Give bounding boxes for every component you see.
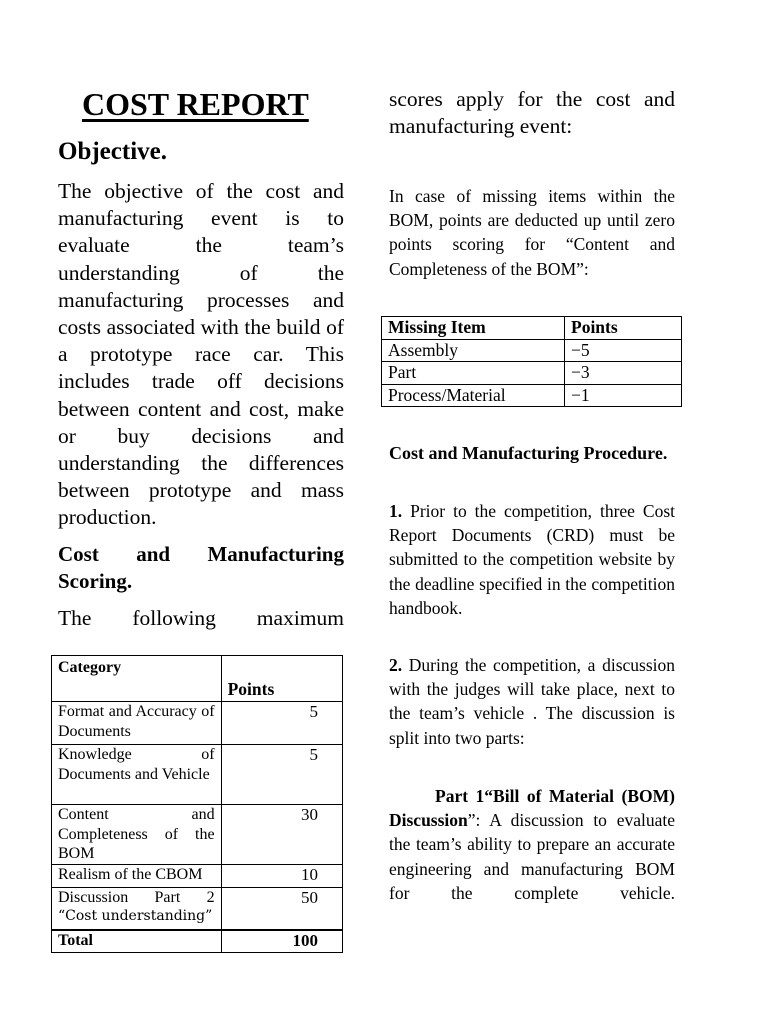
table-cell-item: Process/Material — [382, 384, 565, 407]
missing-items-table — [381, 316, 682, 407]
table-row — [52, 745, 343, 805]
table-cell-category-main: Discussion Part 2 — [58, 888, 215, 906]
missing-items-paragraph: In case of missing items within the BOM, points are deducted up until zero points scoring for “Content and Completeness of the BOM”: — [389, 186, 675, 279]
following-word: following — [132, 606, 216, 630]
table-cell-category: Realism of the CBOM — [52, 864, 222, 887]
table-cell-points: −3 — [565, 362, 682, 385]
table-header-row — [52, 656, 343, 702]
table-cell-points: −5 — [565, 339, 682, 362]
following-word: maximum — [256, 606, 344, 630]
table-cell-points: −1 — [565, 384, 682, 407]
score-table — [51, 655, 343, 953]
table-cell-item: Part — [382, 362, 565, 385]
table-header-points: Points — [565, 317, 682, 340]
table-cell-category: Knowledge of Documents and Vehicle — [52, 745, 222, 805]
table-cell-points: 50 — [221, 887, 342, 930]
paragraph-text: During the competition, a discussion with the judges will take place, next to the team’s vehicle . The discussion is split into two parts: — [389, 655, 675, 748]
table-total-points: 100 — [221, 930, 342, 952]
procedure-paragraph-2 — [389, 653, 675, 750]
table-row — [382, 384, 682, 407]
table-total-label: Total — [52, 930, 222, 952]
table-cell-category: Content and Completeness of the BOM — [52, 805, 222, 865]
table-header-row — [382, 317, 682, 340]
part1-heading: Part 1“Bill of Material (BOM) Discussion — [389, 786, 675, 831]
table-cell-category-sub: “Cost understanding” — [58, 908, 213, 924]
following-line — [58, 605, 344, 632]
table-cell-item: Assembly — [382, 339, 565, 362]
objective-paragraph: The objective of the cost and manufacturing event is to evaluate the team’s understanding of the manufacturing processes and costs associated with the build of a prototype race car. This includes trade off decisions between content and cost, make or buy decisions and understanding the differences between prototype and mass production. — [58, 179, 344, 530]
procedure-paragraph-3 — [389, 784, 675, 905]
table-total-row — [52, 930, 343, 952]
table-cell-points: 5 — [221, 702, 342, 745]
paragraph-number: 2. — [389, 655, 403, 675]
table-cell-points: 30 — [221, 805, 342, 865]
page-title: COST REPORT — [82, 86, 309, 122]
objective-heading: Objective. — [58, 138, 167, 165]
table-row — [52, 805, 343, 865]
table-row — [52, 702, 343, 745]
table-header-item: Missing Item — [382, 317, 565, 340]
procedure-paragraph-1 — [389, 499, 675, 620]
scoring-heading: Cost and Manufacturing Scoring. — [58, 542, 344, 593]
table-header-points: Points — [221, 656, 342, 702]
paragraph-text: Prior to the competition, three Cost Report Documents (CRD) must be submitted to the competition website by the deadline specified in the competition handbook. — [389, 501, 676, 618]
table-row — [52, 864, 343, 887]
table-row — [382, 339, 682, 362]
scores-intro: scores apply for the cost and manufacturing event: — [389, 87, 675, 138]
table-cell-category — [52, 887, 222, 930]
table-row — [52, 887, 343, 930]
table-row — [382, 362, 682, 385]
table-cell-category: Format and Accuracy of Documents — [52, 702, 222, 745]
paragraph-number: 1. — [389, 501, 403, 521]
procedure-heading: Cost and Manufacturing Procedure. — [389, 443, 668, 463]
table-cell-points: 10 — [221, 864, 342, 887]
following-word: The — [58, 606, 92, 630]
paragraph-text: ”: A discussion to evaluate the team’s ability to prepare an accurate engineering and manufacturing BOM for the complete vehicle. — [389, 810, 675, 903]
table-cell-points: 5 — [221, 745, 342, 805]
table-header-category: Category — [52, 656, 222, 702]
